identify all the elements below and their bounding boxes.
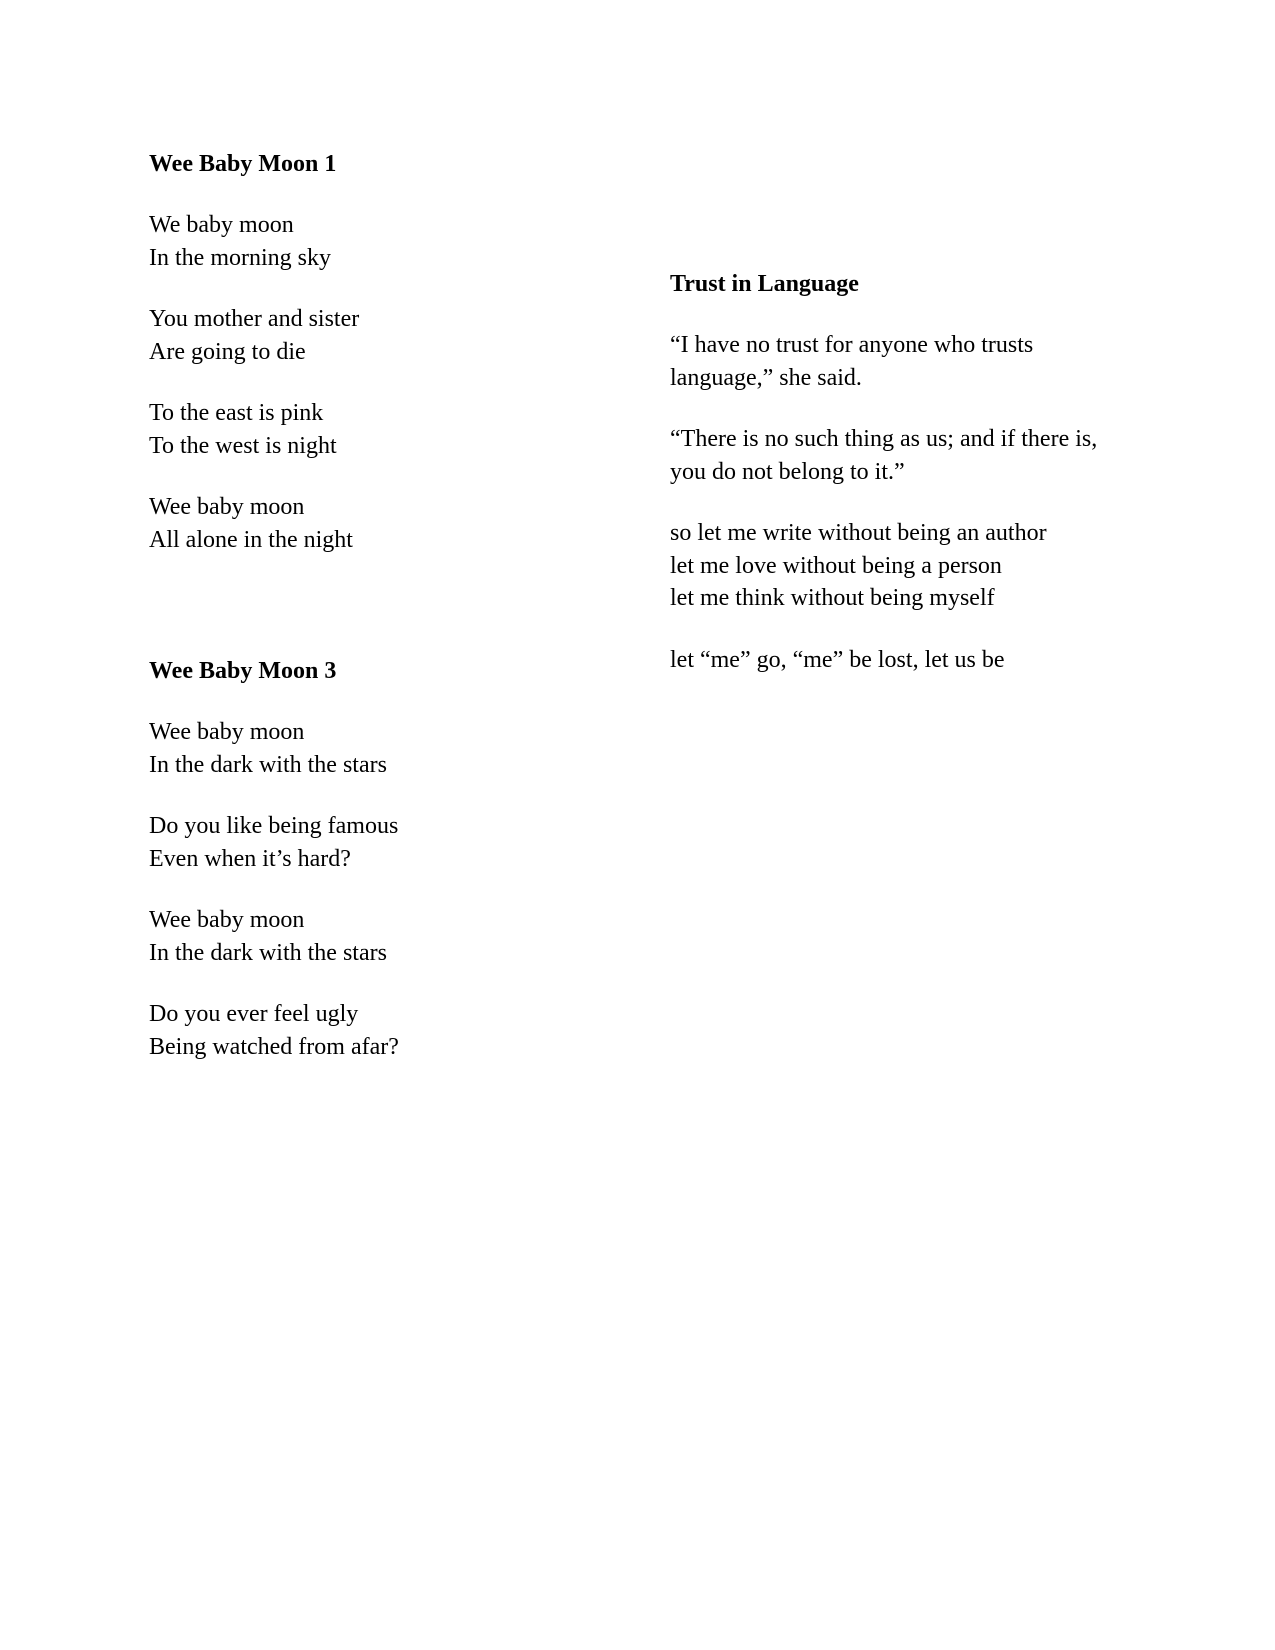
stanza bbox=[149, 397, 359, 462]
poem-title: Wee Baby Moon 1 bbox=[149, 151, 337, 177]
poem-line: language,” she said. bbox=[670, 364, 862, 391]
stanza bbox=[149, 491, 359, 556]
poem-line: To the west is night bbox=[149, 432, 337, 459]
poem-title: Trust in Language bbox=[670, 271, 859, 297]
stanza bbox=[149, 904, 399, 969]
poem-line: Being watched from afar? bbox=[149, 1033, 399, 1060]
poem-line: “I have no trust for anyone who trusts bbox=[670, 332, 1034, 358]
poem-title: Wee Baby Moon 3 bbox=[149, 658, 337, 684]
poem-line: let me love without being a person bbox=[670, 552, 1002, 579]
stanza bbox=[149, 209, 359, 274]
poem-line: In the morning sky bbox=[149, 244, 331, 271]
poem-line: Wee baby moon bbox=[149, 494, 305, 520]
poem-line: In the dark with the stars bbox=[149, 751, 387, 778]
poem-line: so let me write without being an author bbox=[670, 520, 1047, 546]
poem-line: We baby moon bbox=[149, 212, 294, 238]
poem-line: let me think without being myself bbox=[670, 585, 995, 611]
poem-line: To the east is pink bbox=[149, 400, 324, 426]
stanza bbox=[149, 716, 399, 781]
stanza bbox=[670, 517, 1097, 615]
poem-line: Even when it’s hard? bbox=[149, 845, 351, 872]
poem-line: You mother and sister bbox=[149, 306, 360, 332]
poem-line: Are going to die bbox=[149, 338, 306, 365]
poem-line: Do you ever feel ugly bbox=[149, 1001, 359, 1027]
poem-wee-baby-moon-1 bbox=[149, 148, 359, 556]
stanza bbox=[149, 810, 399, 875]
stanza bbox=[670, 644, 1097, 677]
poem-line: Do you like being famous bbox=[149, 813, 399, 839]
stanza bbox=[149, 303, 359, 368]
poem-trust-in-language bbox=[670, 268, 1097, 676]
poem-line: Wee baby moon bbox=[149, 719, 305, 745]
poem-line: you do not belong to it.” bbox=[670, 458, 905, 485]
poem-line: In the dark with the stars bbox=[149, 939, 387, 966]
poem-wee-baby-moon-3 bbox=[149, 655, 399, 1063]
poem-line: let “me” go, “me” be lost, let us be bbox=[670, 646, 1005, 673]
poem-line: All alone in the night bbox=[149, 526, 353, 553]
poem-line: Wee baby moon bbox=[149, 907, 305, 933]
poem-line: “There is no such thing as us; and if there is, bbox=[670, 426, 1098, 452]
stanza bbox=[149, 998, 399, 1063]
stanza bbox=[670, 329, 1097, 394]
stanza bbox=[670, 423, 1097, 488]
